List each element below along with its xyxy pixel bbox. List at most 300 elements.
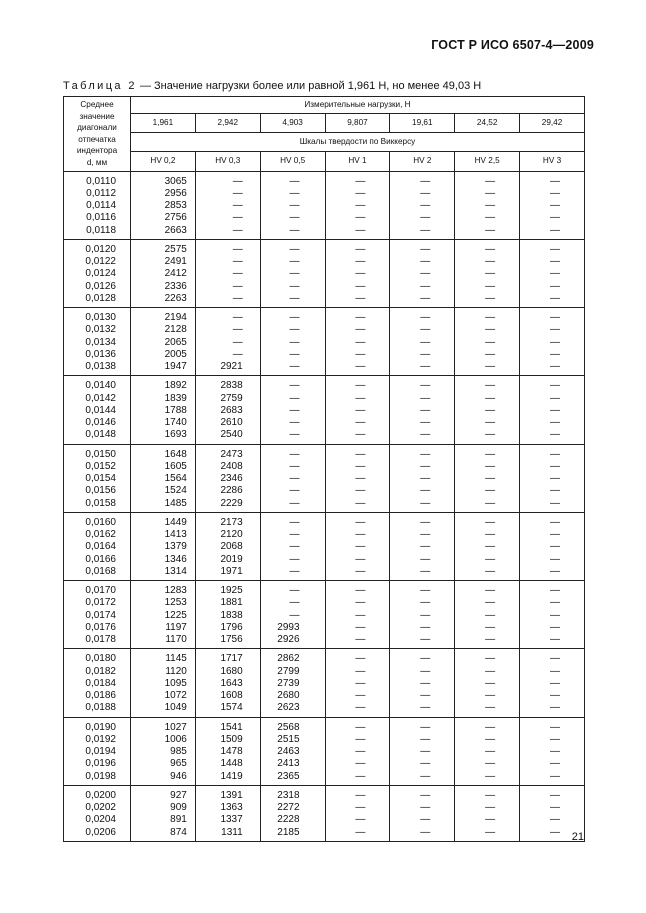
hardness-value: — (550, 243, 560, 255)
hardness-cell (260, 376, 325, 444)
diagonal-value: 0,0110 (86, 175, 116, 187)
hardness-value: 2346 (220, 473, 243, 485)
hardness-value: — (420, 702, 431, 714)
hardness-value: — (355, 621, 366, 633)
diagonal-cell (64, 512, 131, 580)
diagonal-value: 0,0174 (85, 609, 116, 621)
hardness-value: — (550, 758, 560, 770)
hardness-cell (325, 581, 390, 649)
hardness-cell (520, 239, 585, 307)
hardness-value: — (550, 770, 560, 782)
hardness-value: — (485, 380, 496, 392)
hardness-value: — (550, 746, 560, 758)
hardness-value: — (550, 634, 560, 646)
diagonal-value: 0,0162 (85, 529, 116, 541)
hardness-value: — (550, 802, 560, 814)
scale-header: HV 0,5 (260, 152, 325, 171)
diagonal-value: 0,0164 (85, 541, 116, 553)
scale-header: HV 2 (390, 152, 455, 171)
hardness-value: 2663 (164, 224, 187, 236)
hardness-value: 2185 (277, 826, 300, 838)
hardness-value: — (485, 336, 496, 348)
hardness-value: 2068 (220, 541, 243, 553)
hardness-value: — (485, 677, 496, 689)
table-body (64, 171, 585, 841)
hardness-value: — (355, 212, 366, 224)
load-header: 24,52 (455, 114, 520, 133)
hardness-value: — (550, 789, 560, 801)
hardness-value: — (289, 175, 300, 187)
hardness-value: 1095 (164, 677, 187, 689)
hardness-value: — (485, 348, 496, 360)
hardness-value: 1788 (164, 404, 187, 416)
hardness-value: — (355, 361, 366, 373)
hardness-cell (131, 376, 196, 444)
hardness-value: — (485, 721, 496, 733)
hardness-value: 1145 (165, 653, 187, 665)
loads-header: Измерительные нагрузки, Н (131, 97, 585, 114)
hardness-value: — (485, 460, 496, 472)
hardness-value: — (485, 609, 496, 621)
hardness-value: — (420, 473, 431, 485)
hardness-value: 2413 (277, 758, 300, 770)
hardness-cell (131, 717, 196, 785)
hardness-value: — (550, 361, 560, 373)
hardness-value: 985 (170, 746, 187, 758)
hardness-value: — (485, 621, 496, 633)
hardness-value: 1120 (165, 665, 187, 677)
hardness-value: — (420, 448, 431, 460)
hardness-value: — (289, 392, 300, 404)
hardness-value: — (420, 485, 431, 497)
hardness-cell (520, 444, 585, 512)
hardness-value: — (420, 256, 431, 268)
hardness-value: — (420, 392, 431, 404)
hardness-table (63, 96, 585, 842)
hardness-value: — (355, 497, 366, 509)
hardness-value: — (485, 597, 496, 609)
hardness-value: — (289, 516, 300, 528)
hardness-value: — (232, 312, 243, 324)
hardness-value: — (420, 429, 431, 441)
hardness-cell (131, 308, 196, 376)
hardness-cell (455, 512, 520, 580)
hardness-value: 2128 (164, 324, 187, 336)
table-row-group (64, 785, 585, 841)
hardness-value: — (420, 348, 431, 360)
hardness-value: — (232, 280, 243, 292)
hardness-value: 1524 (164, 485, 187, 497)
hardness-value: — (232, 268, 243, 280)
hardness-value: — (485, 789, 496, 801)
table-row-group (64, 376, 585, 444)
hardness-value: 874 (170, 826, 187, 838)
hardness-value: — (289, 348, 300, 360)
hardness-value: — (355, 243, 366, 255)
diagonal-header-line: индентора (76, 146, 118, 156)
hardness-cell (390, 512, 455, 580)
hardness-value: — (355, 312, 366, 324)
hardness-cell (131, 649, 196, 717)
hardness-cell (520, 308, 585, 376)
hardness-value: 1839 (164, 392, 187, 404)
hardness-cell (455, 376, 520, 444)
table-row-group (64, 717, 585, 785)
hardness-value: — (355, 268, 366, 280)
hardness-cell (195, 239, 260, 307)
hardness-value: 1072 (164, 690, 187, 702)
hardness-value: — (289, 585, 300, 597)
hardness-value: — (420, 721, 431, 733)
hardness-value: — (550, 187, 560, 199)
hardness-value: — (289, 460, 300, 472)
hardness-value: — (485, 417, 496, 429)
diagonal-value: 0,0112 (86, 187, 116, 199)
diagonal-header-line: диагонали (77, 123, 117, 133)
diagonal-value: 0,0150 (85, 448, 116, 460)
hardness-value: — (289, 473, 300, 485)
hardness-value: 1006 (164, 733, 187, 745)
hardness-value: — (355, 826, 366, 838)
diagonal-value: 0,0152 (85, 460, 116, 472)
hardness-value: — (485, 312, 496, 324)
hardness-value: — (289, 361, 300, 373)
hardness-value: 1197 (165, 621, 187, 633)
hardness-cell (131, 444, 196, 512)
hardness-cell (455, 717, 520, 785)
hardness-value: — (550, 460, 560, 472)
hardness-value: — (355, 187, 366, 199)
hardness-value: — (485, 224, 496, 236)
hardness-value: 1608 (220, 690, 243, 702)
hardness-value: 2862 (277, 653, 300, 665)
hardness-value: 1643 (220, 677, 243, 689)
hardness-cell (131, 171, 196, 239)
hardness-value: 1314 (164, 565, 187, 577)
hardness-value: — (420, 553, 431, 565)
diagonal-value: 0,0118 (86, 224, 116, 236)
hardness-cell (520, 376, 585, 444)
hardness-value: — (485, 802, 496, 814)
load-header: 4,903 (260, 114, 325, 133)
hardness-value: 2683 (220, 404, 243, 416)
hardness-cell (390, 581, 455, 649)
hardness-value: — (485, 268, 496, 280)
hardness-value: — (550, 690, 560, 702)
hardness-value: 2272 (277, 802, 300, 814)
hardness-value: — (355, 690, 366, 702)
hardness-value: — (550, 516, 560, 528)
hardness-value: — (355, 814, 366, 826)
hardness-cell (455, 581, 520, 649)
hardness-value: — (355, 653, 366, 665)
hardness-value: — (289, 417, 300, 429)
hardness-value: — (420, 802, 431, 814)
hardness-value: — (355, 429, 366, 441)
table-row-group (64, 581, 585, 649)
hardness-cell (455, 171, 520, 239)
page-number: 21 (571, 831, 584, 843)
hardness-value: 2065 (164, 336, 187, 348)
hardness-value: 1881 (220, 597, 243, 609)
diagonal-value: 0,0148 (85, 429, 116, 441)
hardness-value: — (485, 324, 496, 336)
hardness-value: — (550, 541, 560, 553)
diagonal-value: 0,0196 (85, 758, 116, 770)
hardness-value: — (420, 280, 431, 292)
hardness-value: — (289, 597, 300, 609)
hardness-value: — (550, 814, 560, 826)
hardness-cell (325, 512, 390, 580)
hardness-value: — (420, 312, 431, 324)
hardness-cell (325, 239, 390, 307)
hardness-value: 2756 (164, 212, 187, 224)
hardness-value: — (355, 541, 366, 553)
hardness-value: 2412 (164, 268, 187, 280)
hardness-cell (260, 239, 325, 307)
hardness-value: — (485, 175, 496, 187)
hardness-cell (325, 308, 390, 376)
hardness-value: — (420, 324, 431, 336)
hardness-value: — (550, 485, 560, 497)
diagonal-value: 0,0124 (85, 268, 116, 280)
hardness-value: — (355, 380, 366, 392)
diagonal-value: 0,0134 (85, 336, 116, 348)
hardness-value: 1509 (220, 733, 243, 745)
hardness-value: — (485, 690, 496, 702)
hardness-value: — (355, 392, 366, 404)
table-row-group (64, 308, 585, 376)
hardness-value: — (485, 256, 496, 268)
hardness-value: — (550, 585, 560, 597)
hardness-cell (260, 444, 325, 512)
hardness-value: — (485, 187, 496, 199)
hardness-value: 2336 (164, 280, 187, 292)
hardness-value: — (485, 485, 496, 497)
hardness-value: — (420, 677, 431, 689)
hardness-value: 1971 (220, 565, 243, 577)
hardness-value: 965 (170, 758, 187, 770)
hardness-value: 1947 (164, 361, 187, 373)
hardness-value: — (485, 826, 496, 838)
hardness-cell (260, 308, 325, 376)
hardness-value: — (550, 553, 560, 565)
hardness-value: — (485, 212, 496, 224)
hardness-value: — (550, 497, 560, 509)
hardness-value: — (550, 702, 560, 714)
hardness-value: — (420, 336, 431, 348)
hardness-value: — (550, 312, 560, 324)
load-header: 1,961 (131, 114, 196, 133)
hardness-value: 2263 (164, 292, 187, 304)
hardness-value: — (420, 243, 431, 255)
scales-header: Шкалы твердости по Виккерсу (131, 133, 585, 152)
hardness-value: — (550, 565, 560, 577)
hardness-value: 3065 (164, 175, 187, 187)
hardness-cell (195, 649, 260, 717)
hardness-cell (390, 308, 455, 376)
hardness-value: — (550, 609, 560, 621)
diagonal-value: 0,0158 (85, 497, 116, 509)
hardness-value: — (485, 243, 496, 255)
diagonal-value: 0,0178 (85, 634, 116, 646)
hardness-value: — (420, 529, 431, 541)
hardness-value: — (485, 553, 496, 565)
hardness-value: 2759 (220, 392, 243, 404)
table-row-group (64, 239, 585, 307)
hardness-value: 2365 (277, 770, 300, 782)
hardness-value: — (420, 665, 431, 677)
hardness-value: 2318 (277, 789, 300, 801)
hardness-value: 1413 (164, 529, 187, 541)
hardness-value: — (485, 497, 496, 509)
diagonal-cell (64, 171, 131, 239)
hardness-value: — (420, 404, 431, 416)
hardness-cell (390, 171, 455, 239)
hardness-value: — (232, 224, 243, 236)
hardness-value: 1449 (164, 516, 187, 528)
hardness-value: — (420, 585, 431, 597)
diagonal-value: 0,0160 (85, 516, 116, 528)
hardness-value: — (232, 324, 243, 336)
hardness-cell (131, 239, 196, 307)
hardness-value: 2229 (220, 497, 243, 509)
hardness-value: 1049 (164, 702, 187, 714)
hardness-value: — (550, 429, 560, 441)
hardness-value: — (232, 292, 243, 304)
hardness-value: — (289, 541, 300, 553)
hardness-value: — (289, 448, 300, 460)
hardness-value: — (420, 212, 431, 224)
diagonal-cell (64, 308, 131, 376)
hardness-cell (455, 785, 520, 841)
hardness-value: 1925 (220, 585, 243, 597)
table-row-group (64, 171, 585, 239)
hardness-value: 1838 (220, 609, 243, 621)
hardness-value: — (355, 758, 366, 770)
hardness-value: 1225 (164, 609, 187, 621)
hardness-value: 1311 (221, 826, 243, 838)
hardness-value: — (355, 280, 366, 292)
hardness-value: 909 (170, 802, 187, 814)
hardness-value: — (355, 404, 366, 416)
hardness-value: 1379 (164, 541, 187, 553)
hardness-cell (455, 649, 520, 717)
table-row-group (64, 444, 585, 512)
diagonal-value: 0,0186 (85, 690, 116, 702)
hardness-value: — (355, 665, 366, 677)
diagonal-value: 0,0182 (85, 665, 116, 677)
hardness-value: — (485, 516, 496, 528)
hardness-value: — (420, 541, 431, 553)
hardness-value: — (289, 292, 300, 304)
hardness-value: — (289, 497, 300, 509)
hardness-value: — (485, 585, 496, 597)
hardness-value: 2739 (277, 677, 300, 689)
diagonal-value: 0,0168 (85, 565, 116, 577)
hardness-value: — (289, 565, 300, 577)
hardness-value: — (550, 380, 560, 392)
hardness-value: — (420, 746, 431, 758)
hardness-value: — (485, 541, 496, 553)
hardness-value: — (420, 497, 431, 509)
hardness-value: — (289, 553, 300, 565)
hardness-value: 1346 (164, 553, 187, 565)
hardness-value: — (485, 702, 496, 714)
diagonal-value: 0,0146 (85, 417, 116, 429)
hardness-value: 2005 (164, 348, 187, 360)
hardness-cell (325, 649, 390, 717)
hardness-cell (260, 512, 325, 580)
hardness-value: 1478 (220, 746, 243, 758)
diagonal-value: 0,0200 (85, 789, 116, 801)
hardness-value: — (420, 292, 431, 304)
hardness-value: 1419 (220, 770, 243, 782)
hardness-value: — (550, 597, 560, 609)
diagonal-cell (64, 649, 131, 717)
diagonal-value: 0,0128 (85, 292, 116, 304)
hardness-value: 1564 (164, 473, 187, 485)
hardness-value: 2926 (277, 634, 300, 646)
hardness-value: — (289, 485, 300, 497)
diagonal-value: 0,0144 (85, 404, 116, 416)
table-caption (63, 80, 481, 92)
hardness-cell (195, 785, 260, 841)
hardness-value: — (420, 175, 431, 187)
hardness-value: — (550, 404, 560, 416)
hardness-cell (520, 512, 585, 580)
hardness-value: — (355, 460, 366, 472)
hardness-cell (131, 785, 196, 841)
hardness-value: 946 (170, 770, 187, 782)
hardness-value: 1363 (220, 802, 243, 814)
document-header: ГОСТ Р ИСО 6507-4—2009 (431, 38, 594, 52)
hardness-value: — (485, 529, 496, 541)
hardness-cell (195, 512, 260, 580)
hardness-value: — (289, 529, 300, 541)
hardness-cell (520, 717, 585, 785)
hardness-value: 2515 (277, 733, 300, 745)
hardness-value: — (485, 292, 496, 304)
hardness-value: — (485, 746, 496, 758)
hardness-value: — (289, 609, 300, 621)
hardness-value: — (355, 200, 366, 212)
hardness-value: — (550, 268, 560, 280)
hardness-value: — (485, 770, 496, 782)
hardness-value: — (355, 417, 366, 429)
hardness-cell (390, 717, 455, 785)
hardness-value: 2568 (277, 721, 300, 733)
hardness-value: — (550, 665, 560, 677)
diagonal-value: 0,0114 (86, 200, 116, 212)
hardness-value: — (355, 802, 366, 814)
hardness-value: 2120 (220, 529, 243, 541)
hardness-value: 1605 (164, 460, 187, 472)
hardness-value: — (550, 733, 560, 745)
hardness-value: — (355, 634, 366, 646)
hardness-value: — (355, 553, 366, 565)
hardness-value: — (420, 200, 431, 212)
diagonal-value: 0,0204 (85, 814, 116, 826)
hardness-cell (195, 717, 260, 785)
hardness-value: — (232, 212, 243, 224)
table-row-group (64, 512, 585, 580)
diagonal-value: 0,0142 (85, 392, 116, 404)
diagonal-value: 0,0188 (85, 702, 116, 714)
hardness-value: — (550, 348, 560, 360)
hardness-value: — (289, 312, 300, 324)
hardness-value: — (355, 292, 366, 304)
